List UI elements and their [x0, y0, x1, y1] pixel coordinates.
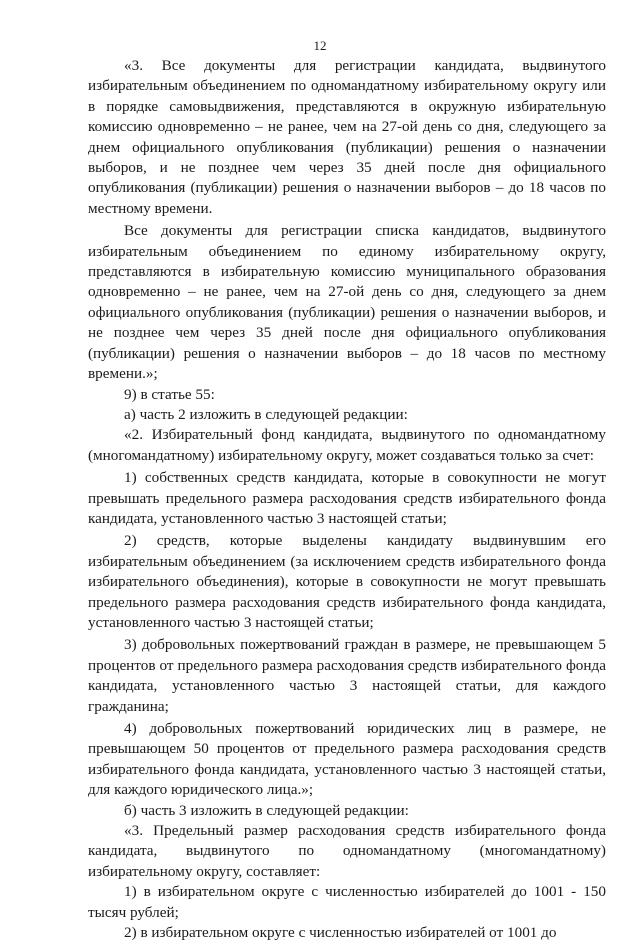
paragraph-part-3: «3. Предельный размер расходования средств избирательного фонда кандидата, выдвинутого по одномандатному (многомандатному) избирательному округу, составляет: — [88, 822, 606, 880]
paragraph-limit-1: 1) в избирательном округе с численностью избирателей до 1001 - 150 тысяч рублей; — [88, 883, 606, 921]
paragraph-sub-2: 2) средств, которые выделены кандидату выдвинувшим его избирательным объединением (за исключением средств избирательного фонда избирательного объединения), которые в совокупности не могут превышать предельного размера расходования средств избирательного фонда кандидата, установленного частью 3 настоящей статьи; — [88, 532, 606, 631]
paragraph-part-3-heading: б) часть 3 изложить в следующей редакции: — [124, 801, 409, 819]
paragraph-part-2-heading: а) часть 2 изложить в следующей редакции: — [124, 405, 408, 423]
paragraph-list-registration: Все документы для регистрации списка кандидатов, выдвинутого избирательным объединением по единому избирательному округу, представляются в избирательную комиссию муниципального образования одновременно – не ранее, чем на 27-ой день со дня, следующего за днем официального опубликования (публикации) решения о назначении выборов, и не позднее чем через 35 дней после дня официального опубликования (публикации) решения о назначении выборов – до 18 часов по местному времени.»; — [88, 222, 606, 383]
paragraph-article-55: 9) в статье 55: — [124, 385, 215, 403]
page-number: 12 — [313, 38, 327, 53]
paragraph-sub-1: 1) собственных средств кандидата, которые в совокупности не могут превышать предельного размера расходования средств избирательного фонда кандидата, установленного частью 3 настоящей статьи; — [88, 469, 606, 527]
paragraph-sub-3: 3) добровольных пожертвований граждан в размере, не превышающем 5 процентов от предельного размера расходования средств избирательного фонда кандидата, установленного частью 3 настоящей статьи, для каждого гражданина; — [88, 636, 606, 715]
paragraph-sub-4: 4) добровольных пожертвований юридических лиц в размере, не превышающем 50 процентов от предельного размера расходования средств избирательного фонда кандидата, установленного частью 3 настоящей статьи, для каждого юридического лица.»; — [88, 720, 606, 799]
paragraph-part-2: «2. Избирательный фонд кандидата, выдвинутого по одномандатному (многомандатному) избирательному округу, может создаваться только за счет: — [88, 426, 606, 464]
document-body — [88, 56, 606, 943]
paragraph-limit-2: 2) в избирательном округе с численностью избирателей от 1001 до — [124, 924, 557, 942]
paragraph-item-3: «3. Все документы для регистрации кандидата, выдвинутого избирательным объединением по одномандатному избирательному округу или в порядке самовыдвижения, представляются в окружную избирательную комиссию одновременно – не ранее, чем на 27-ой день со дня, следующего за днем официального опубликования (публикации) решения о назначении выборов, и не позднее чем через 35 дней после дня официального опубликования (публикации) решения о назначении выборов – до 18 часов по местному времени. — [88, 57, 606, 217]
